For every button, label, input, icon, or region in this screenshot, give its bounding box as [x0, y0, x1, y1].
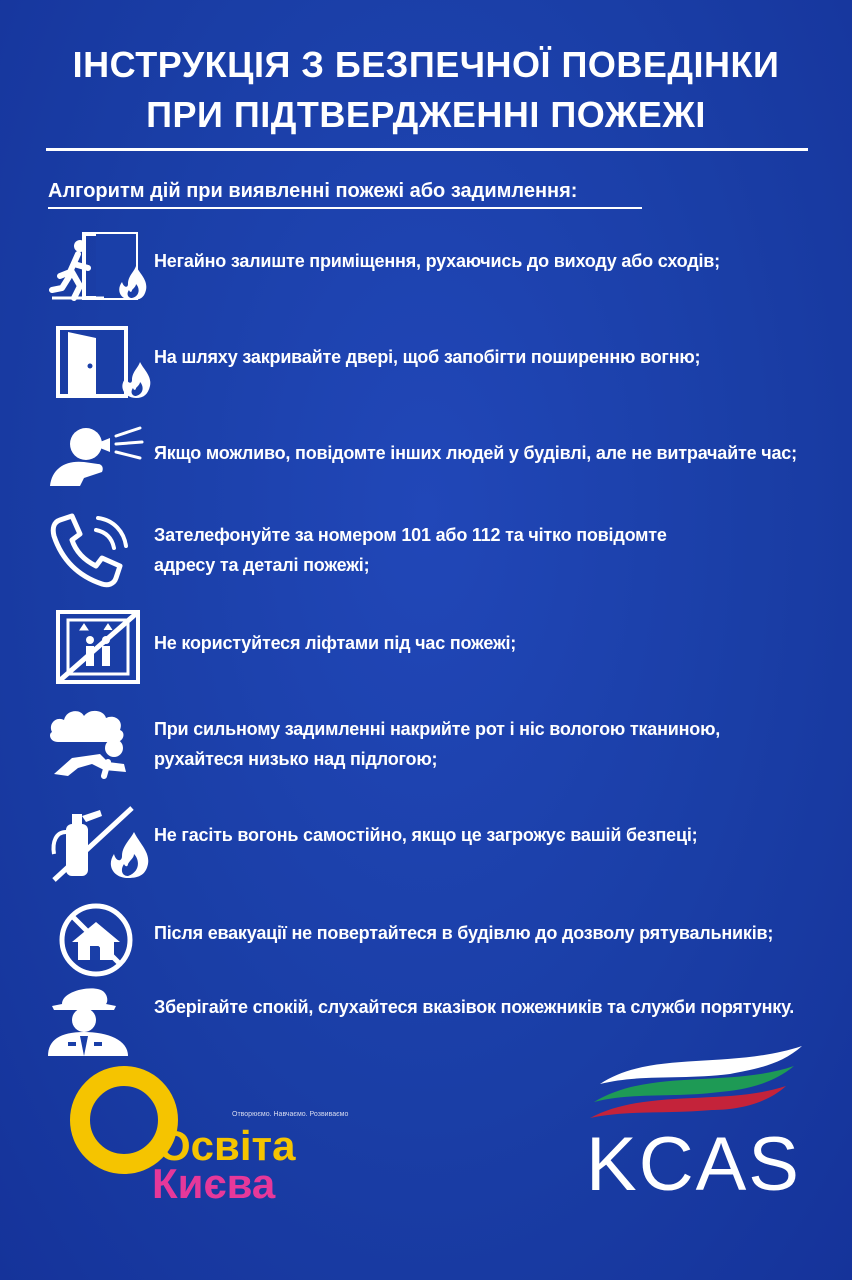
step-1-text: Негайно залиште приміщення, рухаючись до виходу або сходів;	[154, 251, 720, 271]
kcas-wordmark: KCAS	[586, 1122, 801, 1200]
step-6-text: При сильному задимленні накрийте рот і ніс вологою тканиною, рухайтеся низько над підлогою;	[154, 719, 721, 769]
title-line-1: ІНСТРУКЦІЯ З БЕЗПЕЧНОЇ ПОВЕДІНКИ	[72, 44, 780, 85]
firefighter-icon	[44, 984, 154, 1064]
running-exit-fire-icon	[44, 228, 154, 308]
step-9-text: Зберігайте спокій, слухайтеся вказівок пожежників та служби порятунку.	[154, 997, 795, 1017]
step-4-text: Зателефонуйте за номером 101 або 112 та чітко повідомте адресу та деталі пожежі;	[154, 525, 667, 575]
algorithm-heading-underline	[48, 207, 642, 209]
no-return-house-icon	[44, 898, 154, 978]
step-7-text: Не гасіть вогонь самостійно, якщо це загрожує вашій безпеці;	[154, 825, 698, 845]
poster-title	[20, 40, 832, 140]
person-shouting-icon	[44, 420, 154, 500]
osvita-tagline: Отворюємо. Навчаємо. Розвиваємо	[232, 1111, 349, 1118]
phone-call-icon	[44, 510, 154, 590]
title-line-2: ПРИ ПІДТВЕРДЖЕННІ ПОЖЕЖІ	[146, 94, 706, 135]
osvita-word: Освіта	[158, 1122, 296, 1169]
osvita-kyieva-logo	[66, 1066, 386, 1206]
step-2-text: На шляху закривайте двері, щоб запобігти поширенню вогню;	[154, 347, 701, 367]
kyieva-word: Києва	[152, 1160, 276, 1206]
step-5-text: Не користуйтеся ліфтами під час пожежі;	[154, 633, 517, 653]
kcas-logo	[580, 1040, 810, 1200]
algorithm-heading: Алгоритм дій при виявленні пожежі або задимлення:	[48, 180, 578, 202]
door-fire-icon	[44, 322, 154, 402]
no-elevator-icon	[44, 608, 154, 688]
step-8-text: Після евакуації не повертайтеся в будівлю до дозволу рятувальників;	[154, 923, 774, 943]
step-3-text: Якщо можливо, повідомте інших людей у будівлі, але не витрачайте час;	[154, 443, 797, 463]
crawling-smoke-icon	[44, 704, 154, 784]
no-extinguisher-fire-icon	[44, 802, 154, 882]
title-divider	[46, 148, 808, 151]
